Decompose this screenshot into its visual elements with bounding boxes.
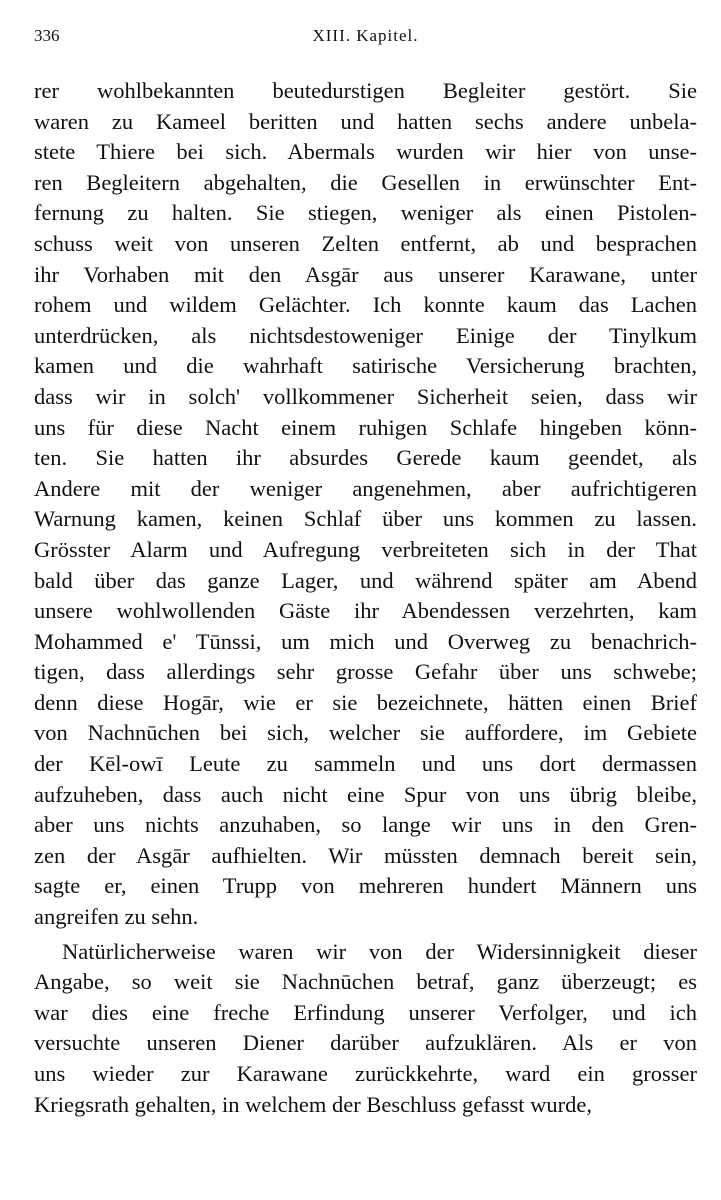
text-line: uns wieder zur Karawane zurückkehrte, ward ein grosser [34,1061,697,1086]
text-line: Kriegsrath gehalten, in welchem der Beschluss gefasst wurde, [34,1091,592,1117]
text-line: unterdrücken, als nichtsdestoweniger Einige der Tinylkum [34,322,697,348]
text-line: uns für diese Nacht einem ruhigen Schlafe hingeben könn- [34,414,697,440]
text-line: zen der Asgār aufhielten. Wir müssten demnach bereit sein, [34,842,697,868]
text-line: Angabe, so weit sie Nachnūchen betraf, ganz überzeugt; es [34,969,697,995]
running-header [34,22,697,50]
paragraph [34,937,697,1121]
text-line: fernung zu halten. Sie stiegen, weniger als einen Pistolen- [34,200,697,226]
text-line: stete Thiere bei sich. Abermals wurden wir hier von unse- [34,139,697,165]
text-line: war dies eine freche Erfindung unserer Verfolger, und ich [34,999,697,1025]
text-line: Mohammed e' Tūnssi, um mich und Overweg zu benachrich- [34,628,697,654]
paragraph [34,76,697,933]
text-line: von Nachnūchen bei sich, welcher sie auffordere, im Gebiete [34,720,697,746]
text-line: rer wohlbekannten beutedurstigen Begleiter gestört. Sie [34,78,697,103]
text-line: ihr Vorhaben mit den Asgār aus unserer Karawane, unter [34,261,697,287]
text-line: angreifen zu sehn. [34,904,199,930]
text-line: unsere wohlwollenden Gäste ihr Abendessen verzehrten, kam [34,598,697,624]
text-line: der Kēl-owī Leute zu sammeln und uns dort dermassen [34,751,697,777]
text-line: schuss weit von unseren Zelten entfernt, ab und besprachen [34,230,697,256]
text-line: ten. Sie hatten ihr absurdes Gerede kaum geendet, als [34,445,697,471]
text-line: ren Begleitern abgehalten, die Gesellen in erwünschter Ent- [34,169,697,195]
text-line: aber uns nichts anzuhaben, so lange wir uns in den Gren- [34,812,697,838]
body-text [34,76,697,1120]
page-number: 336 [34,26,60,45]
text-line: rohem und wildem Gelächter. Ich konnte kaum das Lachen [34,292,697,318]
text-line: Andere mit der weniger angenehmen, aber aufrichtigeren [34,475,697,501]
text-line: Grösster Alarm und Aufregung verbreiteten sich in der That [34,536,697,562]
text-line: denn diese Hogār, wie er sie bezeichnete, hätten einen Brief [34,689,697,715]
text-line: tigen, dass allerdings sehr grosse Gefahr über uns schwebe; [34,659,697,685]
text-line: sagte er, einen Trupp von mehreren hundert Männern uns [34,873,697,899]
text-line: kamen und die wahrhaft satirische Versicherung brachten, [34,353,697,379]
chapter-title: XIII. Kapitel. [312,26,419,45]
text-line: bald über das ganze Lager, und während später am Abend [34,567,697,593]
text-line: dass wir in solch' vollkommener Sicherheit seien, dass wir [34,383,697,409]
text-line: versuchte unseren Diener darüber aufzuklären. Als er von [34,1030,697,1056]
text-line: waren zu Kameel beritten und hatten sechs andere unbela- [34,108,697,134]
text-line: Warnung kamen, keinen Schlaf über uns kommen zu lassen. [34,506,697,532]
text-line: Natürlicherweise waren wir von der Widersinnigkeit dieser [62,938,697,964]
text-line: aufzuheben, dass auch nicht eine Spur von uns übrig bleibe, [34,781,697,807]
